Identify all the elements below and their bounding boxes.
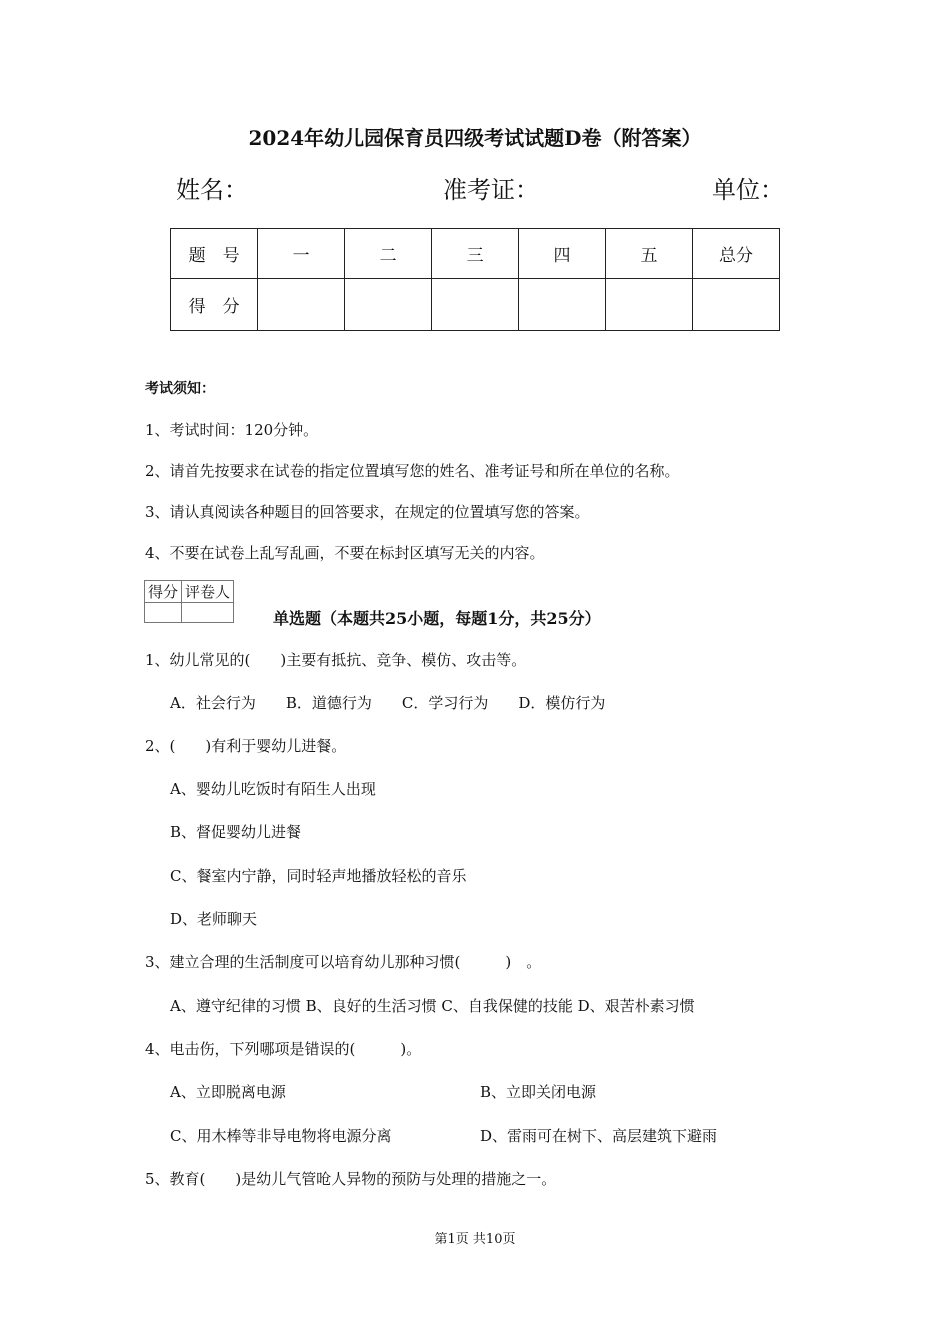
question-options: A、遵守纪律的习惯 B、良好的生活习惯 C、自我保健的技能 D、艰苦朴素习惯 <box>170 997 695 1015</box>
header-cell: 题 号 <box>171 229 258 279</box>
question-options: A．社会行为 B．道德行为 C．学习行为 D．模仿行为 <box>170 694 606 712</box>
score-cell[interactable] <box>692 279 779 331</box>
notice-item: 1、考试时间：120分钟。 <box>145 421 319 439</box>
question-stem: 3、建立合理的生活制度可以培育幼儿那种习惯( ) 。 <box>145 953 542 971</box>
page-title: 2024年幼儿园保育员四级考试试题D卷（附答案） <box>248 126 702 150</box>
page-footer: 第1页 共10页 <box>434 1232 516 1247</box>
grader-reviewer-cell[interactable] <box>182 603 234 623</box>
score-table <box>170 228 780 331</box>
grader-score-label: 得分 <box>145 581 182 603</box>
notice-item: 4、不要在试卷上乱写乱画，不要在标封区填写无关的内容。 <box>145 544 545 562</box>
score-cell[interactable] <box>606 279 693 331</box>
score-table-score-row <box>171 279 780 331</box>
grader-table <box>144 580 234 623</box>
question-option: A、立即脱离电源 <box>170 1083 286 1101</box>
score-table-header-row <box>171 229 780 279</box>
header-cell: 总分 <box>692 229 779 279</box>
header-cell: 三 <box>432 229 519 279</box>
header-cell: 一 <box>258 229 345 279</box>
question-stem: 5、教育( )是幼儿气管呛人异物的预防与处理的措施之一。 <box>145 1170 557 1188</box>
question-option: B、立即关闭电源 <box>480 1083 597 1101</box>
question-option: A、婴幼儿吃饭时有陌生人出现 <box>170 780 376 798</box>
grader-reviewer-label: 评卷人 <box>182 581 234 603</box>
score-cell[interactable] <box>258 279 345 331</box>
notice-item: 3、请认真阅读各种题目的回答要求，在规定的位置填写您的答案。 <box>145 503 590 521</box>
question-stem: 4、电击伤，下列哪项是错误的( )。 <box>145 1040 422 1058</box>
name-field-label: 姓名： <box>176 176 248 204</box>
question-option: B、督促婴幼儿进餐 <box>170 823 302 841</box>
question-option: D、老师聊天 <box>170 910 258 928</box>
header-cell: 四 <box>519 229 606 279</box>
notice-heading: 考试须知： <box>145 381 215 397</box>
question-stem: 2、( )有利于婴幼儿进餐。 <box>145 737 347 755</box>
header-cell: 二 <box>345 229 432 279</box>
question-option: C、用木棒等非导电物将电源分离 <box>170 1127 392 1145</box>
unit-field-label: 单位： <box>712 176 784 204</box>
score-cell[interactable] <box>519 279 606 331</box>
score-cell[interactable] <box>345 279 432 331</box>
question-option: C、餐室内宁静，同时轻声地播放轻松的音乐 <box>170 867 467 885</box>
grader-score-cell[interactable] <box>145 603 182 623</box>
header-cell: 五 <box>606 229 693 279</box>
score-label-cell: 得 分 <box>171 279 258 331</box>
exam-id-field-label: 准考证： <box>443 176 539 204</box>
question-stem: 1、幼儿常见的( )主要有抵抗、竞争、模仿、攻击等。 <box>145 651 527 669</box>
score-cell[interactable] <box>432 279 519 331</box>
notice-item: 2、请首先按要求在试卷的指定位置填写您的姓名、准考证号和所在单位的名称。 <box>145 462 680 480</box>
question-option: D、雷雨可在树下、高层建筑下避雨 <box>480 1127 718 1145</box>
section-title: 单选题（本题共25小题，每题1分，共25分） <box>273 609 601 628</box>
